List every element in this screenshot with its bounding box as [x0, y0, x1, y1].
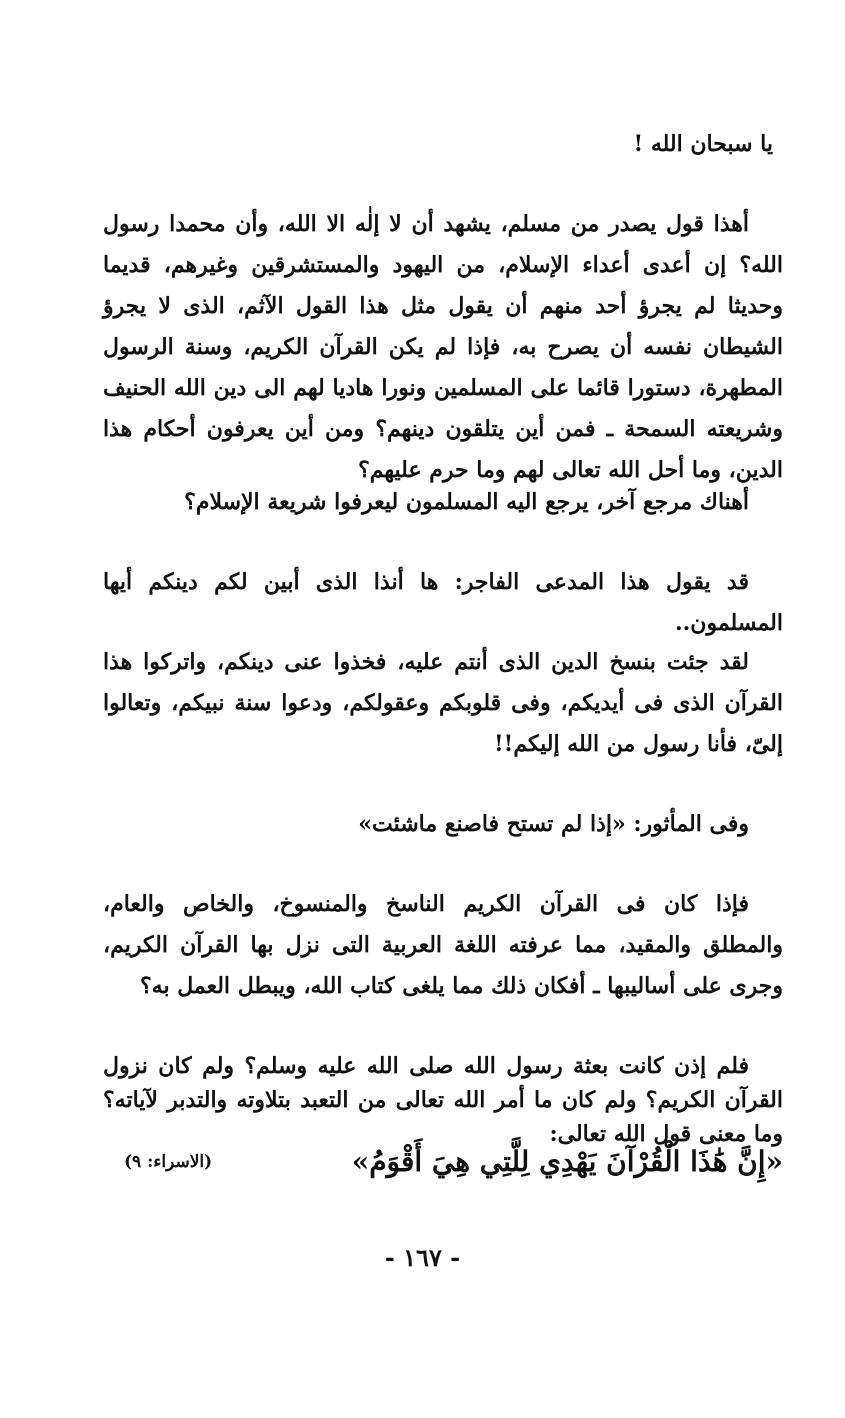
- quran-verse: «إِنَّ هَٰذَا الْقُرْآنَ يَهْدِي لِلَّتِي هِيَ أَقْوَمُ»: [351, 1145, 783, 1178]
- paragraph-seven: فلم إذن كانت بعثة رسول الله صلى الله عليه وسلم؟ ولم كان نزول القرآن الكريم؟ ولم كان ما أمر الله تعالى من التعبد بتلاوته والتدبر لآياته؟ وما معنى قول الله تعالى:: [103, 1053, 783, 1147]
- paragraph-two: أهناك مرجع آخر، يرجع اليه المسلمون ليعرفوا شريعة الإسلام؟: [184, 489, 749, 515]
- paragraph-three: قد يقول هذا المدعى الفاجر: ها أنذا الذى أبين لكم دينكم أيها المسلمون..: [103, 569, 783, 636]
- paragraph-five: وفى المأثور: «إذا لم تستح فاصنع ماشئت»: [358, 811, 749, 837]
- quran-verse-row: [100, 1138, 783, 1186]
- page-heading: يا سبحان الله !: [633, 131, 773, 157]
- paragraph-four: لقد جئت بنسخ الدين الذى أنتم عليه، فخذوا عنى دينكم، واتركوا هذا القرآن الذى فى أيديكم، وفى قلوبكم وعقولكم، ودعوا سنة نبيكم، وتعالوا إلىّ، فأنا رسول من الله إليكم!!: [103, 649, 783, 757]
- page-number: - ١٦٧ -: [384, 1243, 461, 1272]
- verse-reference: (الاسراء: ٩): [124, 1152, 213, 1172]
- paragraph-six: فإذا كان فى القرآن الكريم الناسخ والمنسوخ، والخاص والعام، والمطلق والمقيد، مما عرفته اللغة العربية التى نزل بها القرآن الكريم، وجرى على أساليبها ـ أفكان ذلك مما يلغى كتاب الله، ويبطل العمل به؟: [103, 891, 783, 999]
- paragraph-one: أهذا قول يصدر من مسلم، يشهد أن لا إلٰه الا الله، وأن محمدا رسول الله؟ إن أعدى أعداء الإسلام، من اليهود والمستشرقين وغيرهم، قديما وحديثا لم يجرؤ أحد منهم أن يقول مثل هذا القول الآثم، الذى لا يجرؤ الشيطان نفسه أن يصرح به، فإذا لم يكن القرآن الكريم، وسنة الرسول المطهرة، دستورا قائما على المسلمين ونورا هاديا لهم الى دين الله الحنيف وشريعته السمحة ـ فمن أين يتلقون دينهم؟ ومن أين يعرفون أحكام هذا الدين، وما أحل الله تعالى لهم وما حرم عليهم؟: [103, 211, 783, 483]
